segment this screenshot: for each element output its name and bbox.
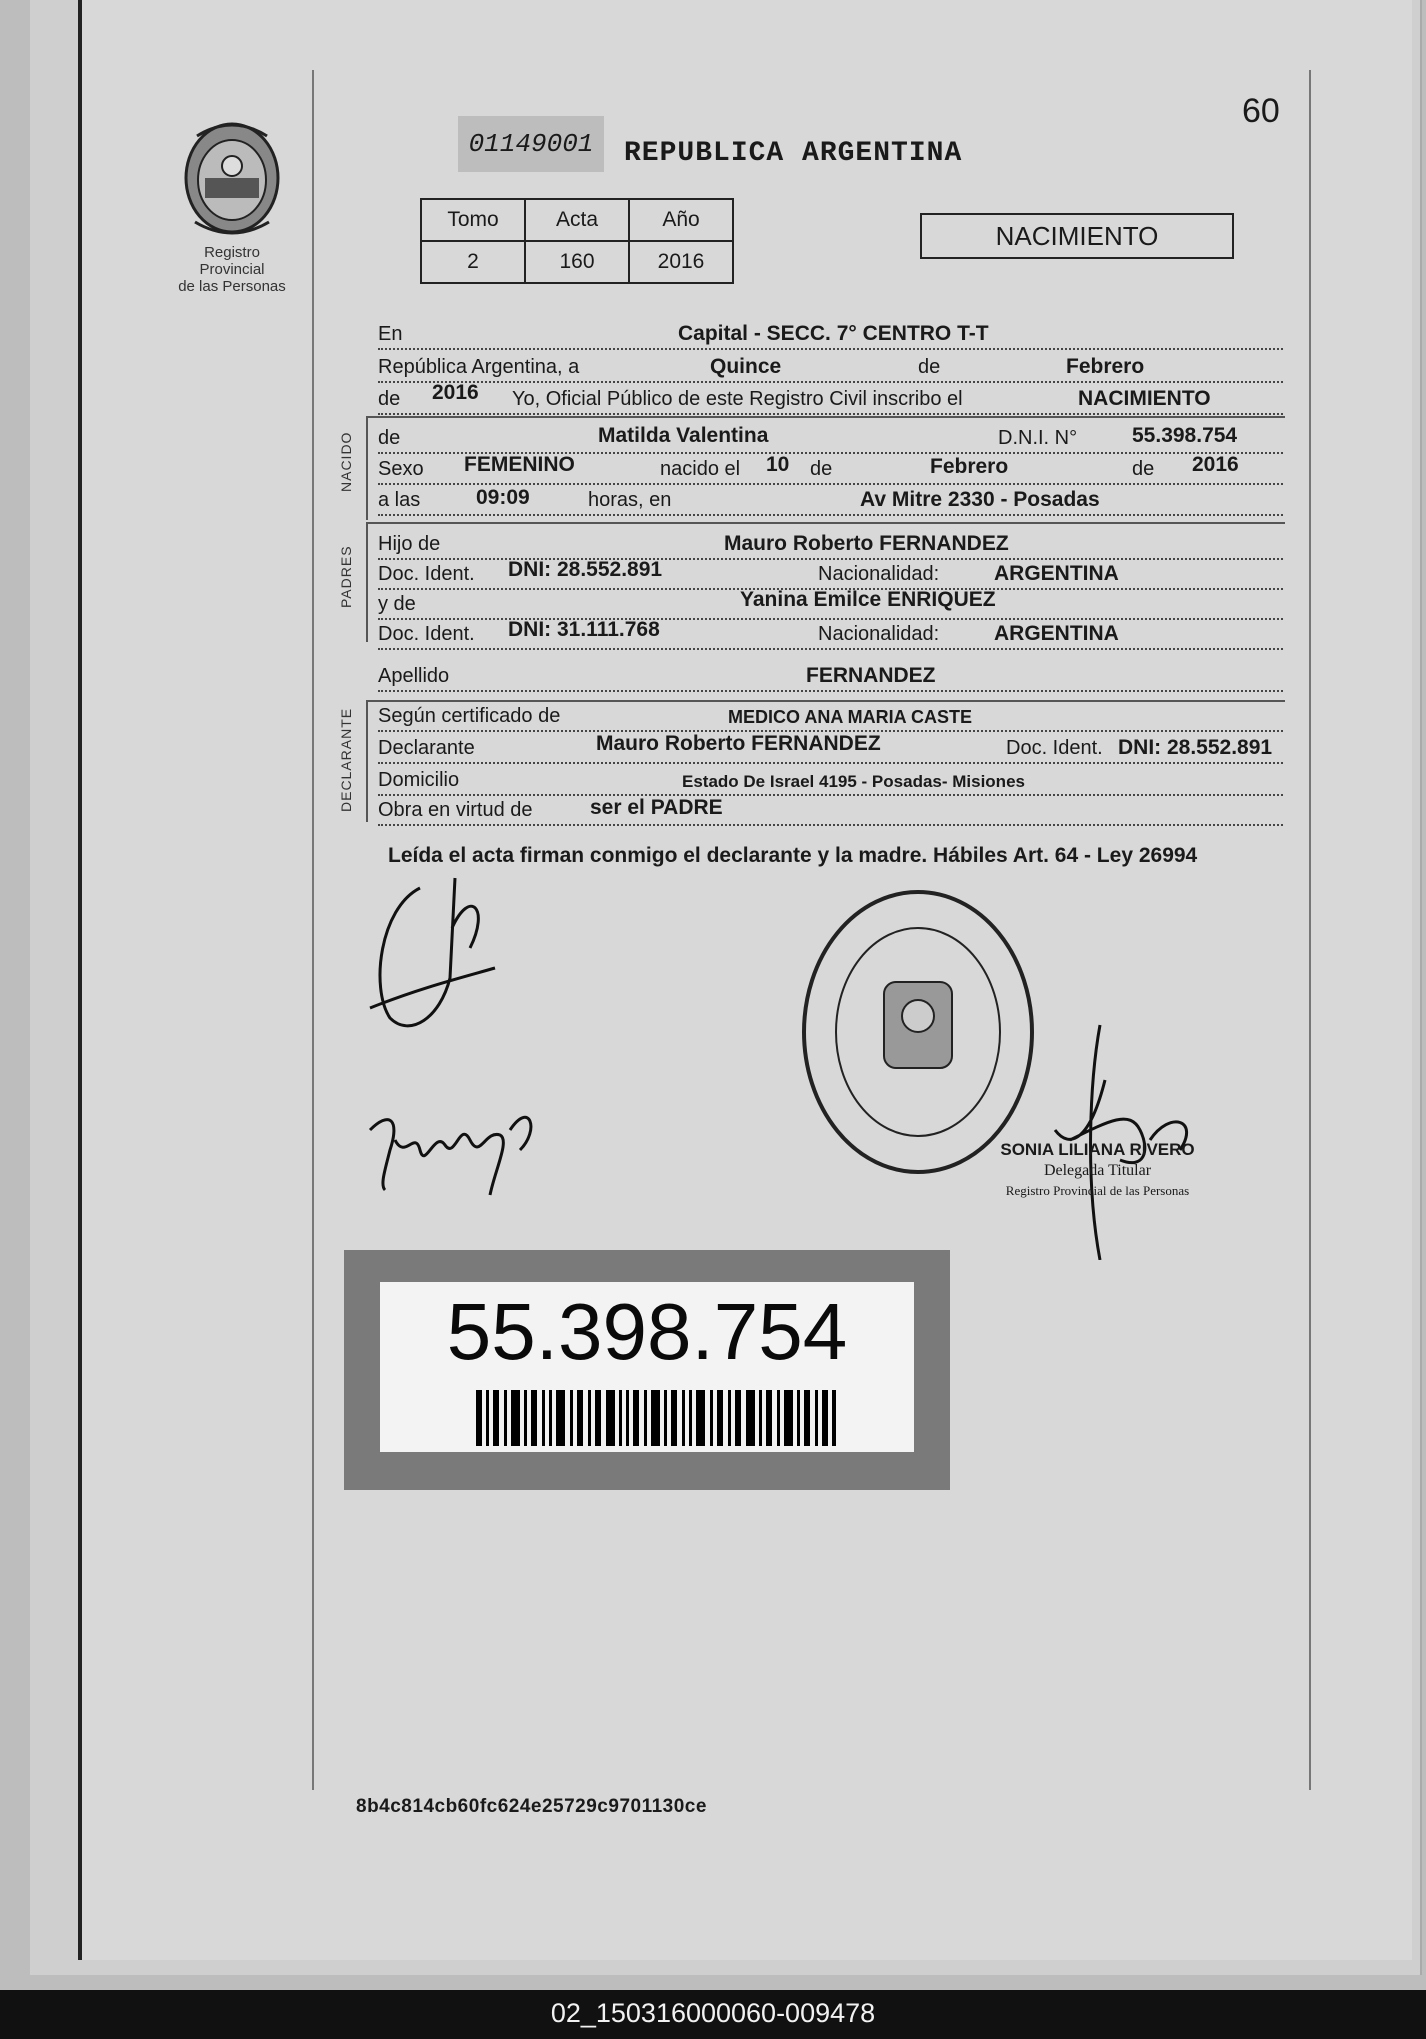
mother-doc-value: DNI: 31.111.768: [508, 618, 660, 641]
binding-line: [78, 0, 82, 1960]
row-sexo: [378, 455, 1283, 485]
padres-side-label: PADRES: [338, 545, 354, 608]
registry-logo: [172, 118, 292, 295]
official-block: [975, 1140, 1220, 1201]
domicilio-value: Estado De Israel 4195 - Posadas- Misiones: [682, 772, 1025, 791]
day-value: Quince: [710, 355, 782, 378]
declarante-label: Declarante: [378, 737, 475, 759]
doc-label-3: Doc. Ident.: [1006, 737, 1103, 759]
row-inscribo: [378, 381, 1283, 415]
de-label: de: [918, 356, 941, 378]
acta-number: 01149001: [458, 116, 604, 172]
mother-signature: [360, 1090, 550, 1200]
inscribo-value: NACIMIENTO: [1078, 387, 1211, 410]
father-nat-value: ARGENTINA: [994, 562, 1119, 585]
mother-value: Yanina Emilce ENRIQUEZ: [740, 588, 996, 611]
declarante-side-label: DECLARANTE: [338, 707, 354, 812]
declarante-vline: [366, 700, 368, 822]
dni-label: D.N.I. N°: [998, 427, 1078, 449]
page-number: 60: [1242, 92, 1280, 130]
row-declarante: [378, 734, 1283, 764]
father-value: Mauro Roberto FERNANDEZ: [724, 532, 1009, 555]
row-hora: [378, 486, 1283, 516]
inscribo-text: Yo, Oficial Público de este Registro Civil inscribo el: [512, 388, 963, 410]
segun-value: MEDICO ANA MARIA CASTE: [728, 707, 972, 727]
obra-label: Obra en virtud de: [378, 799, 533, 821]
year-value: 2016: [432, 381, 479, 404]
barcode-icon: [476, 1390, 836, 1446]
row-apellido: [378, 662, 1283, 692]
dni-value: 55.398.754: [1132, 424, 1238, 447]
doc-label-2: Doc. Ident.: [378, 623, 475, 645]
nacido-el-label: nacido el: [660, 458, 741, 480]
segun-label: Según certificado de: [378, 705, 561, 727]
father-doc-value: DNI: 28.552.891: [508, 558, 663, 581]
declarante-doc-value: DNI: 28.552.891: [1118, 736, 1273, 759]
apellido-label: Apellido: [378, 665, 450, 687]
certificate-type-box: NACIMIENTO: [920, 213, 1234, 259]
nacionalidad-label-2: Nacionalidad:: [818, 623, 940, 645]
obra-value: ser el PADRE: [590, 796, 723, 819]
nacido-vline: [366, 416, 368, 520]
footer-filename: 02_150316000060-009478: [0, 1990, 1426, 2039]
row-nombre: [378, 424, 1283, 454]
horas-label: horas, en: [588, 489, 672, 511]
row-fecha: [378, 353, 1283, 383]
separator-2: [368, 522, 1285, 524]
domicilio-label: Domicilio: [378, 769, 460, 791]
id-sticker-panel: [380, 1282, 914, 1452]
id-sticker-number: 55.398.754: [446, 1287, 848, 1376]
declarant-signature: [360, 868, 500, 1038]
de-name-label: de: [378, 427, 401, 449]
logo-label-line2: de las Personas: [178, 278, 286, 295]
de-label-3: de: [810, 458, 833, 480]
nacido-side-label: NACIDO: [338, 431, 354, 492]
misiones-seal-icon: [177, 118, 287, 238]
declarante-value: Mauro Roberto FERNANDEZ: [596, 732, 881, 755]
place-value: Av Mitre 2330 - Posadas: [860, 488, 1100, 511]
official-office: Registro Provincial de las Personas: [1005, 1183, 1190, 1198]
de-label-4: de: [1132, 458, 1155, 480]
logo-label-line1: Registro Provincial: [199, 244, 265, 278]
closing-text: Leída el acta firman conmigo el declarante y la madre. Hábiles Art. 64 - Ley 26994: [388, 844, 1198, 867]
row-hijo: [378, 530, 1283, 560]
birth-month-value: Febrero: [930, 455, 1009, 478]
name-value: Matilda Valentina: [598, 424, 769, 447]
table-header-acta: Acta: [525, 199, 629, 241]
republica-label: República Argentina, a: [378, 356, 580, 378]
official-stamp: [798, 886, 1038, 1178]
padres-vline: [366, 522, 368, 642]
document-hash: 8b4c814cb60fc624e25729c9701130ce: [356, 1796, 707, 1817]
table-header-tomo: Tomo: [421, 199, 525, 241]
table-header-anio: Año: [629, 199, 733, 241]
mother-nat-value: ARGENTINA: [994, 622, 1119, 645]
table-value-acta: 160: [525, 241, 629, 283]
separator-1: [368, 416, 1285, 418]
official-title: Delegada Titular: [1043, 1162, 1152, 1179]
registry-table: [420, 198, 734, 284]
en-label: En: [378, 323, 403, 345]
row-domicilio: [378, 766, 1283, 796]
a-las-label: a las: [378, 489, 421, 511]
time-value: 09:09: [476, 486, 530, 509]
sexo-value: FEMENINO: [464, 453, 575, 476]
row-father-doc: [378, 560, 1283, 590]
en-value: Capital - SECC. 7° CENTRO T-T: [678, 322, 989, 345]
birth-year-value: 2016: [1192, 453, 1239, 476]
row-y-de: [378, 590, 1283, 620]
official-name: SONIA LILIANA RIVERO: [1000, 1140, 1195, 1159]
hijo-label: Hijo de: [378, 533, 441, 555]
birth-day-value: 10: [766, 453, 790, 476]
document-title: REPUBLICA ARGENTINA: [624, 138, 963, 169]
apellido-value: FERNANDEZ: [806, 664, 936, 687]
id-sticker: [344, 1250, 950, 1490]
de-label-2: de: [378, 388, 401, 410]
month-value: Febrero: [1066, 355, 1145, 378]
row-mother-doc: [378, 620, 1283, 650]
sexo-label: Sexo: [378, 458, 424, 480]
table-value-tomo: 2: [421, 241, 525, 283]
doc-label: Doc. Ident.: [378, 563, 475, 585]
table-value-anio: 2016: [629, 241, 733, 283]
row-obra: [378, 796, 1283, 826]
row-en: [378, 320, 1283, 350]
y-de-label: y de: [378, 593, 416, 615]
row-segun: [378, 702, 1283, 732]
nacionalidad-label: Nacionalidad:: [818, 563, 940, 585]
